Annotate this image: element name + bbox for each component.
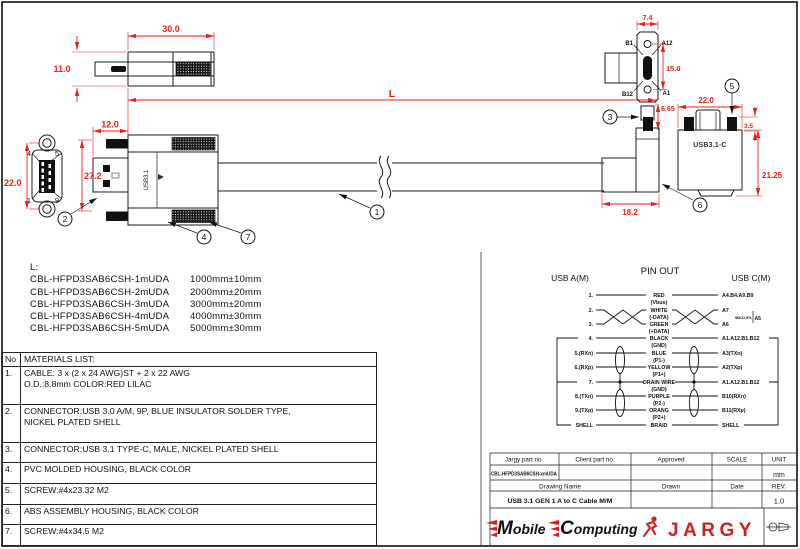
pin-c-b1: B1 [625, 41, 633, 47]
titleblock-part-no: CBL-HFPD3SAB6CSH-xmUDA [491, 471, 558, 478]
dim-top-height: 11.0 [53, 64, 71, 74]
pinout-right-header: USB C(M) [731, 273, 771, 283]
dim-c-depth: 18.2 [622, 208, 638, 217]
pinout-color-1: WHITE [650, 308, 668, 314]
pinout-right-9: SHELL [722, 423, 740, 429]
materials-row-desc: PVC MOLDED HOUSING, BLACK COLOR [21, 463, 377, 484]
materials-row-no: 3. [3, 442, 21, 463]
titleblock-approved-label: Approved [657, 456, 685, 464]
pinout-right-3: A1.A12.B1.B12 [722, 336, 760, 342]
runner-icon [644, 516, 657, 536]
usb-a-assembly-view [78, 120, 604, 226]
pinout-title: PIN OUT [640, 266, 680, 277]
svg-text:4: 4 [201, 232, 207, 242]
pinout-color-6: DRAIN WIRE [642, 380, 676, 386]
materials-row-no: 6. [3, 504, 21, 525]
materials-row-no: 7. [3, 525, 21, 546]
pinout-right-0: A4.B4.A9.B9 [722, 293, 754, 299]
pinout-sub-6: (GND) [651, 387, 667, 393]
pin-a-5: 5 [54, 149, 60, 158]
materials-row-no: 4. [3, 463, 21, 484]
callout-5 [725, 79, 739, 114]
titleblock-drawing-name: USB 3.1 GEN 1 A to C Cable M/M [507, 498, 613, 505]
dim-length-label: L [388, 88, 396, 100]
part-number: CBL-HFPD3SAB6CSH-4mUDA [30, 311, 170, 323]
titleblock-date-label: Date [730, 483, 744, 491]
materials-row-desc: CONNECTOR:USB 3.0 A/M, 9P, BLUE INSULATOR SOLDER TYPE, NICKEL PLATED SHELL [21, 404, 377, 442]
pinout-color-0: RED [653, 293, 665, 299]
materials-row-no: 5. [3, 484, 21, 505]
materials-row [3, 442, 377, 463]
dim-c-screw-height: 6.65 [661, 106, 675, 113]
dim-top-width: 30.0 [162, 24, 180, 34]
pinout-left-7: 8.(TXn) [575, 394, 593, 400]
pinout-left-5: 6.(RXp) [574, 365, 593, 371]
pin-c-a12: A12 [661, 41, 673, 47]
projection-symbol-icon [766, 523, 791, 531]
pinout-color-2: GREEN [649, 322, 669, 328]
titleblock-scale-label: SCALE [726, 456, 748, 464]
usb-a-front-view [4, 135, 62, 217]
materials-row-desc: CABLE: 3 x (2 x 24 AWG)ST + 2 x 22 AWG O.D.:8.8mm COLOR:RED LILAC [21, 366, 377, 404]
pinout-left-8: 9.(TXp) [575, 408, 593, 414]
titleblock-rev-label: REV. [771, 483, 787, 491]
pinout-right-4: A3(TXn) [722, 351, 743, 357]
svg-text:1: 1 [374, 207, 380, 217]
pinout-color-9: BRAID [650, 423, 668, 429]
pinout-note-pin: A5 [754, 316, 761, 322]
materials-row [3, 366, 377, 404]
materials-row [3, 484, 377, 505]
materials-row [3, 463, 377, 484]
dim-a-front-height: 22.0 [4, 178, 22, 188]
shell-text-usb31: USB3.1 [144, 169, 150, 191]
pinout-right-1: A7 [722, 308, 729, 314]
length-value: 5000mm±30mm [190, 323, 262, 335]
pinout-left-header: USB A(M) [551, 273, 589, 283]
logo-row [486, 516, 791, 541]
materials-row-desc: CONNECTOR:USB 3.1 TYPE-C, MALE, NICKEL PLATED SHELL [21, 442, 377, 463]
pinout-sub-0: (Vbus) [650, 300, 668, 306]
pinout-left-1: 2. [588, 308, 593, 314]
callout-2 [58, 198, 97, 226]
pin-a-1: 1 [26, 196, 32, 205]
svg-text:2: 2 [62, 214, 68, 224]
pin-a-9: 9 [54, 196, 60, 205]
pinout-right-2: A6 [722, 322, 729, 328]
materials-row-no: 1. [3, 366, 21, 404]
dim-a-plug-length: 12.0 [101, 119, 119, 130]
callout-6 [662, 184, 707, 212]
dim-c-end-width: 7.4 [642, 15, 653, 22]
materials-row-desc: SCREW:#4x34.5 M2 [21, 525, 377, 546]
pinout-right-5: A2(TXp) [722, 365, 743, 371]
pinout-left-3: 4. [588, 336, 593, 342]
svg-text:6: 6 [697, 200, 703, 210]
pin-c-a1: A1 [662, 91, 671, 97]
pinout-color-4: BLUE [651, 351, 667, 357]
pinout-color-5: YELLOW [647, 365, 671, 371]
pinout-color-7: PURPLE [648, 394, 670, 400]
part-number: CBL-HFPD3SAB6CSH-2mUDA [30, 286, 170, 298]
pinout-sub-4: (P1-) [653, 358, 665, 364]
titleblock-drawing-name-label: Drawing Name [539, 483, 581, 491]
svg-text:3: 3 [607, 112, 613, 122]
pinout-sub-3: (GND) [651, 343, 667, 349]
titleblock-jargy-part-label: Jargy part no. [504, 456, 544, 464]
titleblock-rev-value: 1.0 [773, 496, 785, 506]
pinout-sub-1: (-DATA) [649, 315, 669, 321]
pinout-sub-2: (+DATA) [648, 329, 670, 335]
length-table [30, 262, 261, 336]
pinout-left-4: 5.(RXn) [574, 351, 593, 357]
pinout-right-7: B10(RXn) [722, 394, 746, 400]
brand-word-computing: Computing [560, 518, 638, 539]
part-number: CBL-HFPD3SAB6CSH-1mUDA [30, 274, 170, 286]
materials-row [3, 404, 377, 442]
length-row [30, 287, 261, 299]
pinout-diagram [551, 266, 778, 429]
dim-a-body-height: 27.2 [84, 171, 102, 181]
length-table-title: L: [30, 262, 39, 273]
length-value: 4000mm±30mm [190, 311, 262, 323]
materials-header-row [3, 353, 377, 367]
callouts [58, 79, 739, 244]
pinout-right-6: A1.A12.B1.B12 [722, 380, 760, 386]
materials-row-desc: ABS ASSEMBLY HOUSING, BLACK COLOR [21, 504, 377, 525]
materials-no-header: No [3, 353, 21, 367]
titleblock-drawn-label: Drawn [661, 483, 681, 491]
materials-table [2, 352, 377, 546]
usb-c-front-view [678, 96, 783, 196]
part-number: CBL-HFPD3SAB6CSH-5mUDA [30, 323, 170, 335]
titleblock-unit-value: mm [773, 472, 785, 479]
pinout-color-8: ORANG [649, 408, 669, 414]
pinout-sub-5: (P1+) [652, 372, 666, 378]
length-row [30, 311, 261, 323]
materials-row [3, 504, 377, 525]
pin-c-b12: B12 [621, 92, 633, 98]
materials-row-no: 2. [3, 404, 21, 442]
dim-c-end-height: 15.0 [666, 64, 681, 73]
length-value: 2000mm±20mm [190, 286, 262, 298]
length-value: 1000mm±10mm [190, 274, 262, 286]
materials-row [3, 525, 377, 546]
svg-text:5: 5 [729, 81, 735, 91]
brand-word-mobile: Mobile [497, 518, 546, 539]
length-row [30, 323, 261, 335]
usb-c-end-view [605, 15, 681, 102]
callout-1 [339, 194, 384, 219]
titleblock-unit-label: UNIT [771, 456, 787, 464]
svg-text:7: 7 [245, 232, 251, 242]
shell-text-usb31c: USB3.1-C [693, 142, 727, 149]
titleblock-client-part-label: Client part no. [575, 456, 615, 464]
pinout-right-8: B11(RXp) [722, 408, 746, 414]
part-number: CBL-HFPD3SAB6CSH-3mUDA [30, 298, 170, 310]
dim-c-front-height: 21.25 [762, 171, 783, 180]
pinout-sub-7: (P2-) [653, 401, 665, 407]
pinout-color-3: BLACK [649, 336, 669, 342]
length-row [30, 299, 261, 311]
pinout-sub-8: (P2+) [652, 415, 666, 421]
dim-c-front-width: 22.0 [698, 96, 714, 105]
length-row [30, 274, 261, 286]
pinout-left-9: SHELL [575, 423, 593, 429]
pinout-left-0: 1. [588, 293, 593, 299]
brand-jargy: JARGY [668, 520, 756, 541]
pinout-left-6: 7. [588, 380, 593, 386]
materials-row-desc: SCREW:#4x23.32 M2 [21, 484, 377, 505]
length-value: 3000mm±20mm [190, 298, 262, 310]
pinout-note-resistor: 56KΩ,5% [734, 316, 752, 320]
dim-overall-length [128, 88, 656, 135]
pin-a-4: 4 [26, 149, 32, 158]
pinout-left-2: 3. [588, 322, 593, 328]
materials-title: MATERIALS LIST: [21, 353, 377, 367]
callout-3 [603, 110, 639, 124]
usb-a-top-view [53, 24, 214, 102]
dim-c-screw: 3.5 [743, 123, 753, 130]
